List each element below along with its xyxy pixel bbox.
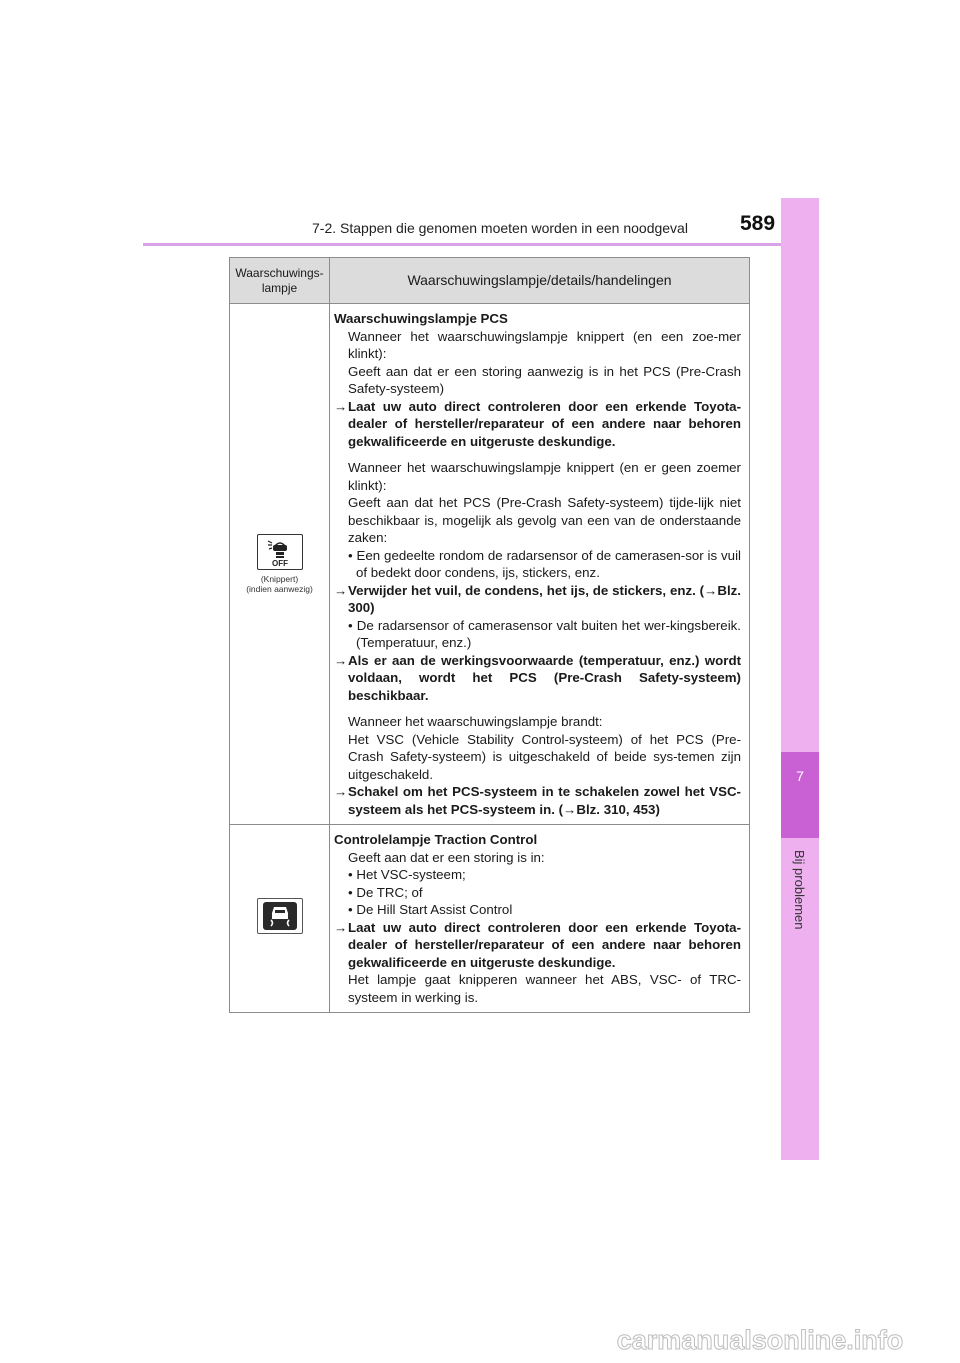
icon-cell xyxy=(230,825,330,1013)
details-cell xyxy=(330,825,750,1013)
paragraph: Geeft aan dat er een storing is in: xyxy=(348,849,545,865)
paragraph: Het VSC (Vehicle Stability Control-systeem) of het PCS (Pre-Crash Safety-systeem) is uitgeschakeld of beide sys-temen zijn uitgeschakeld. xyxy=(348,731,741,782)
traction-control-icon xyxy=(257,898,303,934)
chapter-number: 7 xyxy=(796,768,804,784)
action-instruction: →Schakel om het PCS-systeem in te schakelen zowel het VSC-systeem als het PCS-systeem in. (→Blz. 310, 453) xyxy=(334,784,741,817)
watermark xyxy=(0,1323,960,1358)
arrow-icon: → xyxy=(334,398,348,414)
arrow-icon: → xyxy=(334,919,348,935)
item-title: Controlelampje Traction Control xyxy=(334,832,538,847)
action-instruction: →Als er aan de werkingsvoorwaarde (temperatuur, enz.) wordt voldaan, wordt het PCS (Pre-Crash Safety-systeem) beschikbaar. xyxy=(334,652,741,703)
column-header-lamp: Waarschuwings- lampje xyxy=(230,258,330,304)
icon-cell xyxy=(230,304,330,825)
bullet-item: • Een gedeelte rondom de radarsensor of de camerasen-sor is vuil of bedekt door condens, ijs, stickers, enz. xyxy=(348,547,741,580)
chapter-tab-active[interactable] xyxy=(781,752,819,838)
chapter-side-tab xyxy=(781,198,819,1160)
paragraph: Wanneer het waarschuwingslampje knippert (en er geen zoemer klinkt): xyxy=(348,460,741,493)
arrow-icon: → xyxy=(334,784,348,799)
warning-lights-table xyxy=(229,257,750,1013)
table-row xyxy=(230,825,750,1013)
bullet-item: • De TRC; of xyxy=(348,884,423,900)
action-instruction: →Laat uw auto direct controleren door een erkende Toyota-dealer of hersteller/reparateur of een andere naar behoren gekwalificeerde en uitgeruste deskundige. xyxy=(334,398,741,449)
bullet-item: • De radarsensor of camerasensor valt buiten het wer-kingsbereik. (Temperatuur, enz.) xyxy=(348,617,741,650)
chapter-label: Bij problemen xyxy=(792,850,807,930)
column-header-details: Waarschuwingslampje/details/handelingen xyxy=(330,258,750,304)
header-divider xyxy=(143,243,819,246)
table-header-row xyxy=(230,258,750,304)
bullet-item: • De Hill Start Assist Control xyxy=(348,902,513,917)
paragraph: Het lampje gaat knipperen wanneer het ABS, VSC- of TRC-systeem in werking is. xyxy=(348,972,741,1005)
paragraph: Geeft aan dat het PCS (Pre-Crash Safety-systeem) tijde-lijk niet beschikbaar is, mogelijk als gevolg van een van de onderstaande zaken: xyxy=(348,495,741,545)
arrow-icon: → xyxy=(334,652,348,668)
arrow-icon: → xyxy=(334,582,348,598)
svg-text:OFF: OFF xyxy=(271,559,288,569)
details-cell xyxy=(330,304,750,825)
pcs-off-icon xyxy=(257,534,303,570)
paragraph: Geeft aan dat er een storing aanwezig is in het PCS (Pre-Crash Safety-systeem) xyxy=(348,363,741,396)
paragraph: Wanneer het waarschuwingslampje brandt: xyxy=(348,714,603,729)
watermark-text: carmanualsonline.info xyxy=(616,1325,904,1355)
icon-caption-blink: (Knippert) xyxy=(260,573,299,584)
section-title: 7-2. Stappen die genomen moeten worden in een noodgeval xyxy=(312,220,688,236)
paragraph: Wanneer het waarschuwingslampje knippert (en een zoe-mer klinkt): xyxy=(348,328,741,361)
bullet-item: • Het VSC-systeem; xyxy=(348,867,466,882)
action-instruction: →Verwijder het vuil, de condens, het ijs, de stickers, enz. (→Blz. 300) xyxy=(334,582,741,615)
page-number: 589 xyxy=(740,212,776,235)
action-instruction: →Laat uw auto direct controleren door een erkende Toyota-dealer of hersteller/reparateur of een andere naar behoren gekwalificeerde en uitgeruste deskundige. xyxy=(334,919,741,970)
icon-caption-optional: (indien aanwezig) xyxy=(246,583,313,594)
item-title: Waarschuwingslampje PCS xyxy=(334,311,508,326)
table-row xyxy=(230,304,750,825)
